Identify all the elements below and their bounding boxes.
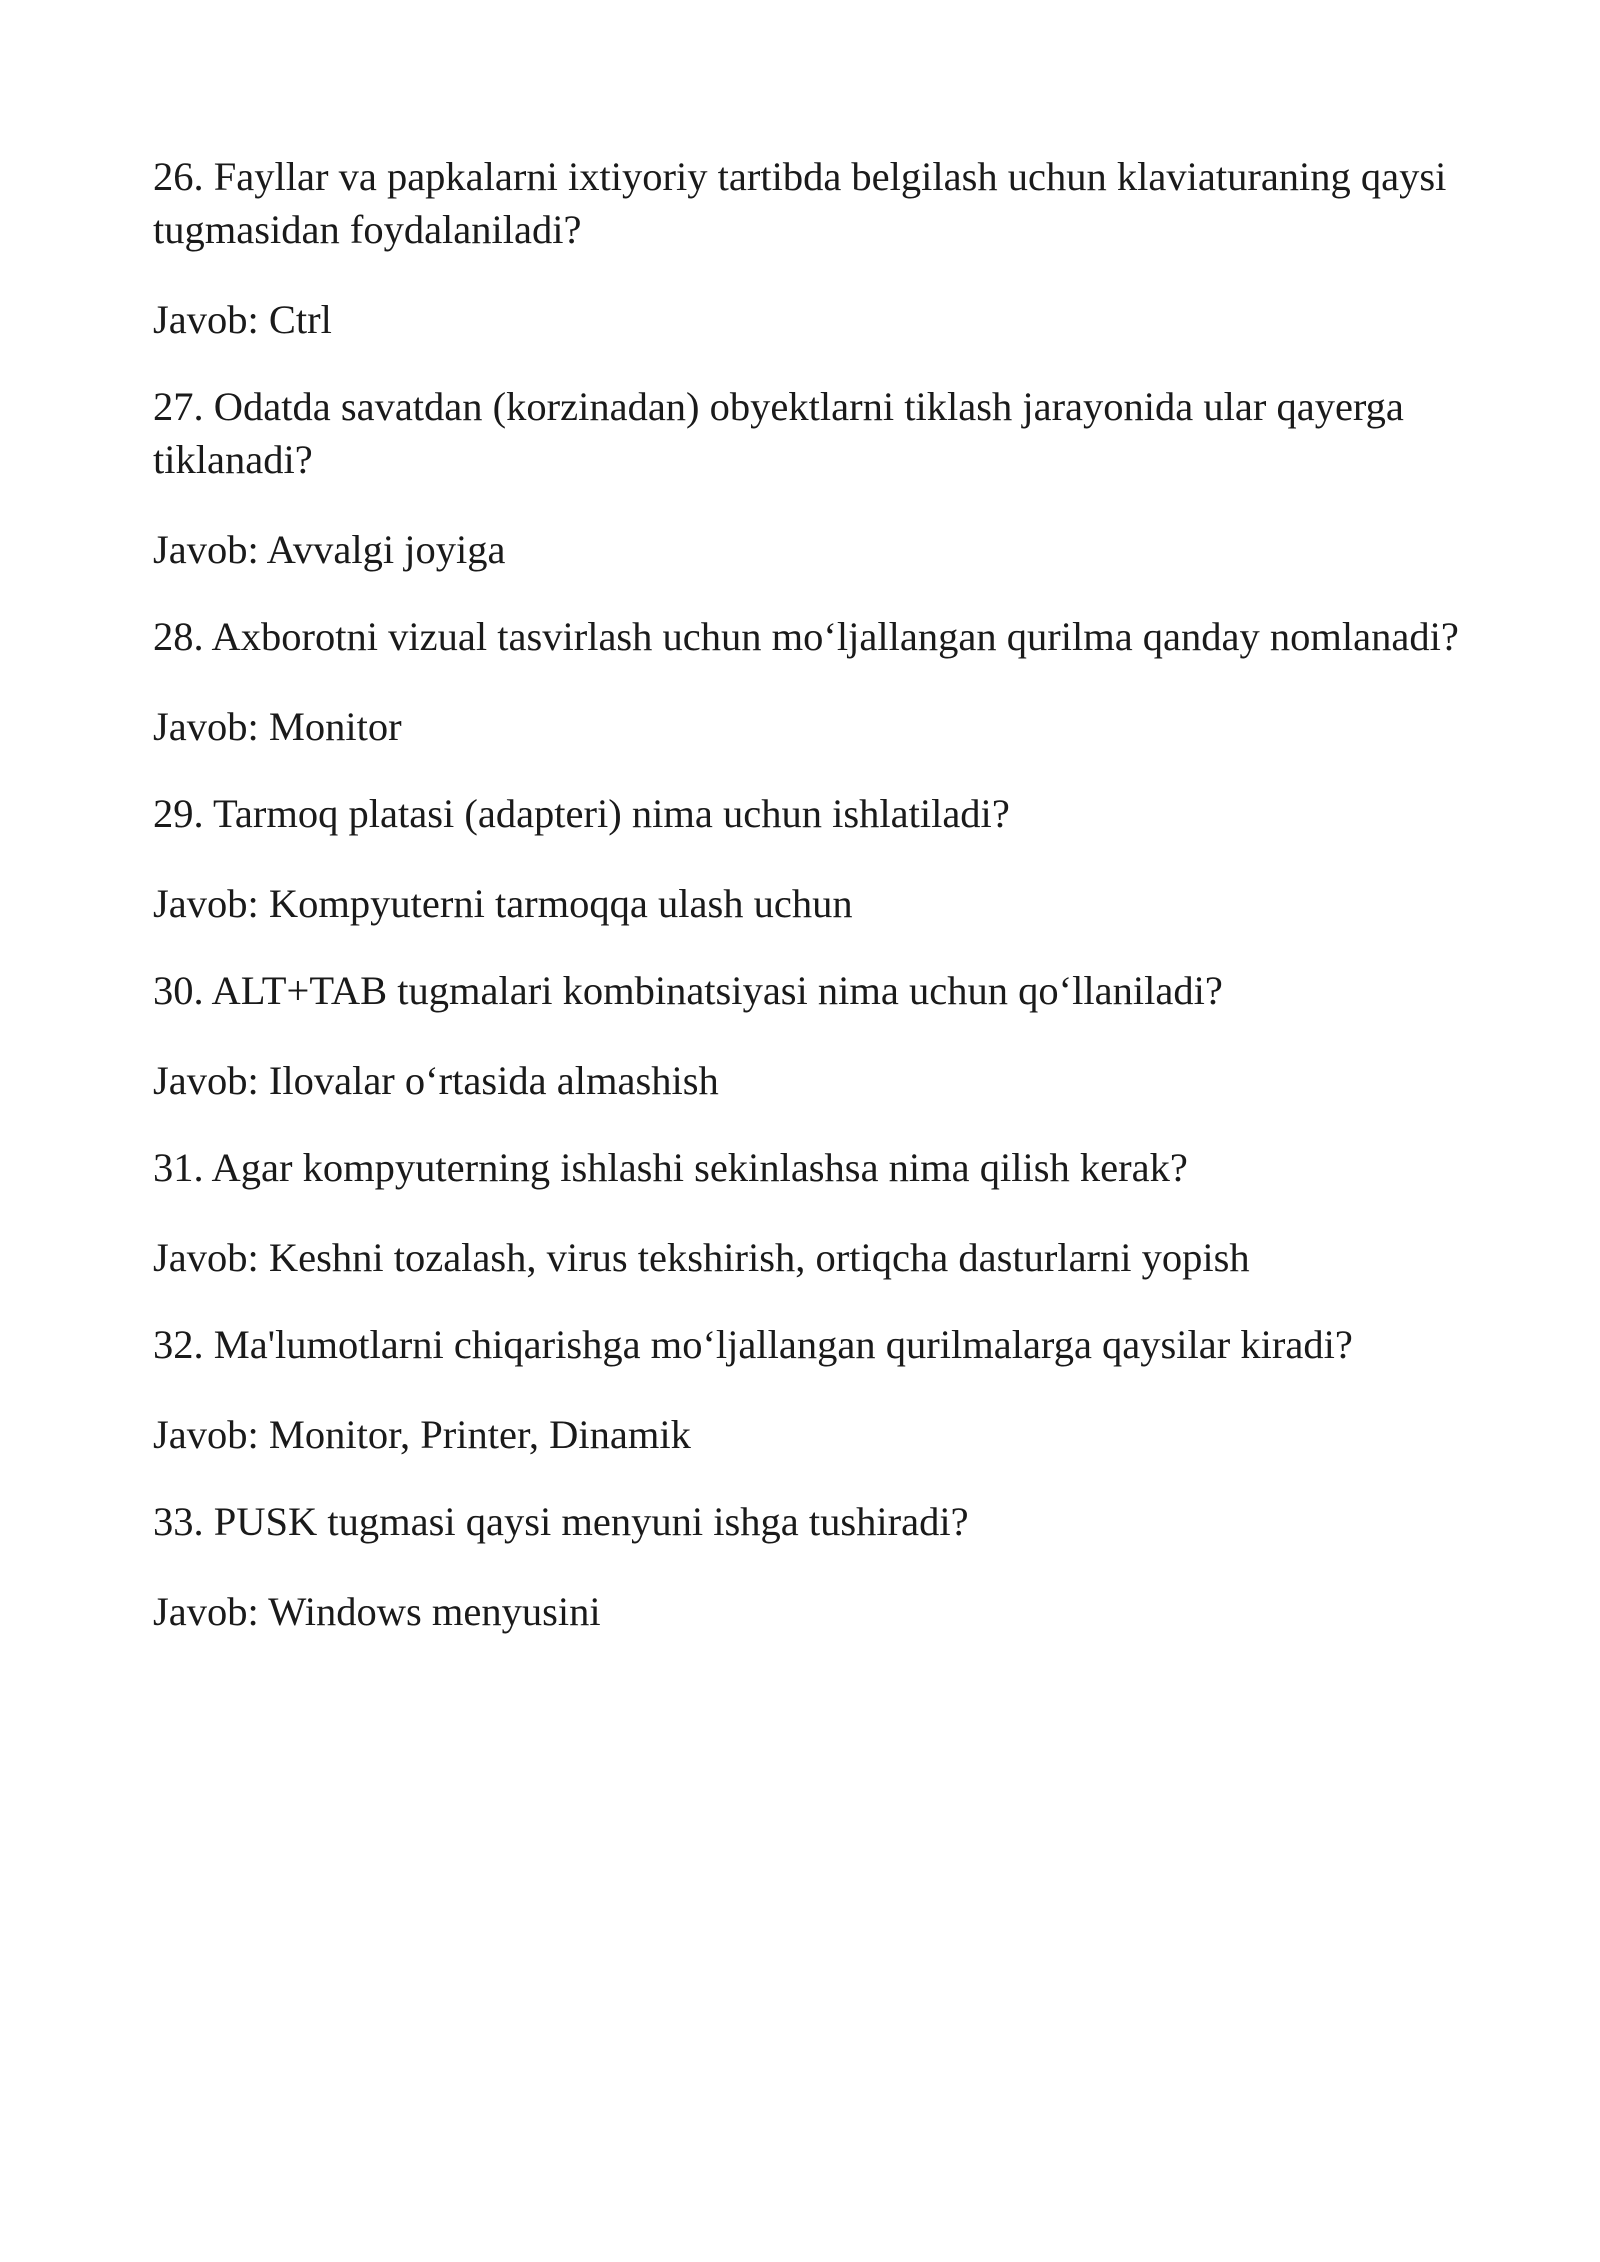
answer-text: Javob: Kompyuterni tarmoqqa ulash uchun [153,881,853,926]
question-text: 27. Odatda savatdan (korzinadan) obyektlarni tiklash jarayonida ular qayerga tiklanadi? [153,384,1404,482]
question-text: 28. Axborotni vizual tasvirlash uchun mo‘ljallangan qurilma qanday nomlanadi? [153,614,1459,659]
qa-item-29 [153,787,1493,930]
answer-text: Javob: Ctrl [153,297,332,342]
answer-text: Javob: Ilovalar o‘rtasida almashish [153,1058,719,1103]
answer-text: Javob: Keshni tozalash, virus tekshirish, ortiqcha dasturlarni yopish [153,1235,1250,1280]
question-text: 29. Tarmoq platasi (adapteri) nima uchun ishlatiladi? [153,791,1010,836]
qa-item-31 [153,1141,1493,1284]
answer-text: Javob: Windows menyusini [153,1589,601,1634]
question-text: 26. Fayllar va papkalarni ixtiyoriy tartibda belgilash uchun klaviaturaning qaysi tugmasidan foydalaniladi? [153,154,1447,252]
question-text: 30. ALT+TAB tugmalari kombinatsiyasi nima uchun qo‘llaniladi? [153,968,1223,1013]
qa-item-26 [153,150,1493,346]
qa-item-32 [153,1318,1493,1461]
question-text: 31. Agar kompyuterning ishlashi sekinlashsa nima qilish kerak? [153,1145,1188,1190]
answer-text: Javob: Monitor [153,704,402,749]
answer-text: Javob: Monitor, Printer, Dinamik [153,1412,691,1457]
qa-item-27 [153,380,1493,576]
question-text: 32. Ma'lumotlarni chiqarishga mo‘ljallangan qurilmalarga qaysilar kiradi? [153,1322,1353,1367]
answer-text: Javob: Avvalgi joyiga [153,527,506,572]
qa-item-28 [153,610,1493,753]
document-page [153,150,1493,1672]
qa-item-30 [153,964,1493,1107]
qa-item-33 [153,1495,1493,1638]
question-text: 33. PUSK tugmasi qaysi menyuni ishga tushiradi? [153,1499,969,1544]
